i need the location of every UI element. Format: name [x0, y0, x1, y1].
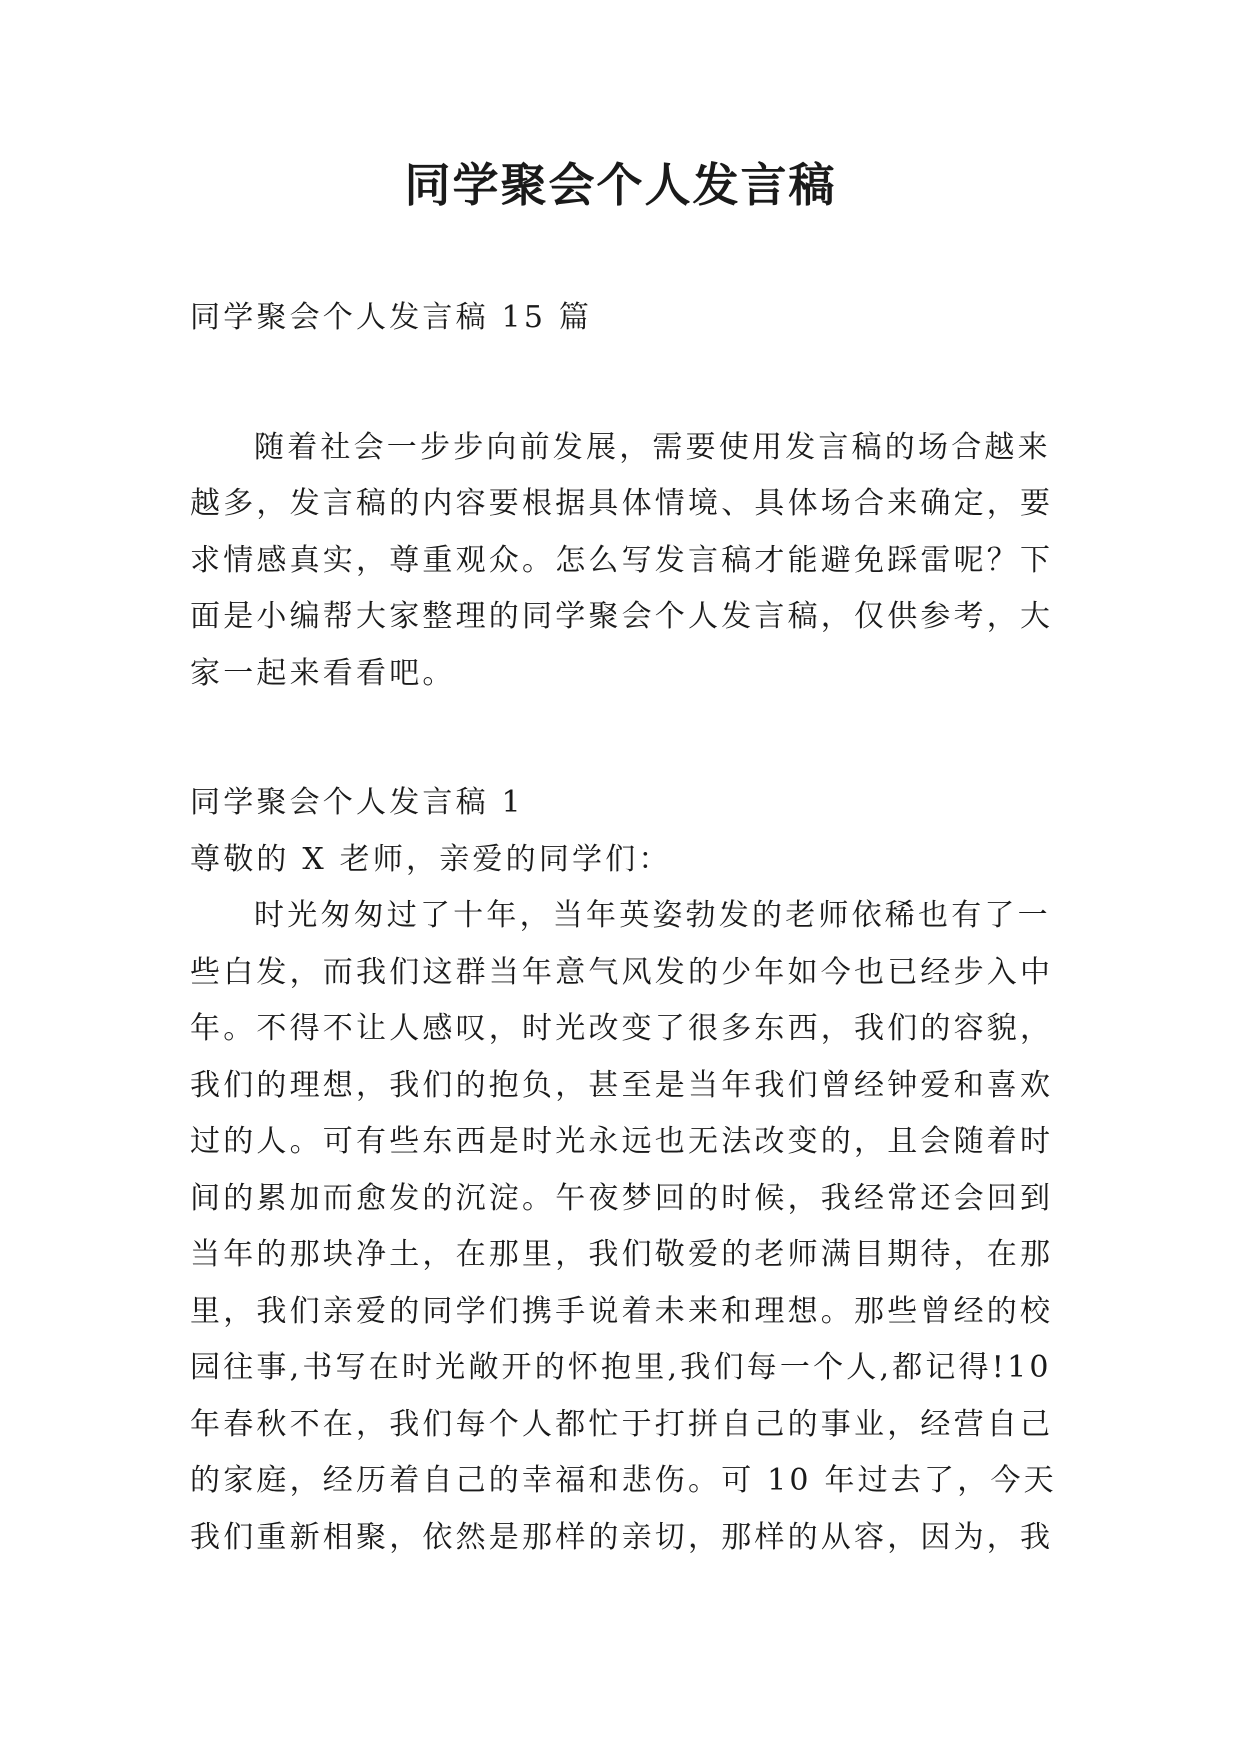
intro-line: 家一起来看看吧。 [190, 655, 456, 691]
spacer [190, 702, 1060, 775]
document-body [190, 290, 1060, 1566]
body-line: 的家庭，经历着自己的幸福和悲伤。可 10 年过去了，今天 [190, 1463, 1057, 1498]
document-title: 同学聚会个人发言稿 [404, 158, 837, 212]
intro-line: 越多，发言稿的内容要根据具体情境、具体场合来确定，要 [190, 486, 1054, 521]
body-line: 当年的那块净土，在那里，我们敬爱的老师满目期待，在那 [190, 1237, 1054, 1272]
intro-line: 随着社会一步步向前发展，需要使用发言稿的场合越来 [254, 429, 1051, 465]
body-paragraph [190, 888, 1060, 1566]
body-line: 我们的理想，我们的抱负，甚至是当年我们曾经钟爱和喜欢 [190, 1067, 1054, 1103]
body-line: 过的人。可有些东西是时光永远也无法改变的，且会随着时 [190, 1124, 1054, 1159]
intro-line: 面是小编帮大家整理的同学聚会个人发言稿，仅供参考，大 [190, 599, 1054, 634]
body-line: 时光匆匆过了十年，当年英姿勃发的老师依稀也有了一 [254, 898, 1051, 933]
salutation: 尊敬的 X 老师，亲爱的同学们： [190, 841, 672, 877]
spacer [190, 347, 1060, 420]
body-line: 年春秋不在，我们每个人都忙于打拼自己的事业，经营自己 [190, 1406, 1054, 1442]
body-line: 间的累加而愈发的沉淀。午夜梦回的时候，我经常还会回到 [190, 1180, 1054, 1216]
body-line: 里，我们亲爱的同学们携手说着未来和理想。那些曾经的校 [190, 1293, 1054, 1329]
body-line: 我们重新相聚，依然是那样的亲切，那样的从容，因为，我 [190, 1519, 1054, 1555]
section-heading: 同学聚会个人发言稿 1 [190, 785, 524, 820]
intro-paragraph [190, 420, 1060, 703]
body-line: 年。不得不让人感叹，时光改变了很多东西，我们的容貌， [190, 1011, 1054, 1046]
intro-line: 求情感真实，尊重观众。怎么写发言稿才能避免踩雷呢？下 [190, 542, 1054, 578]
body-line: 些白发，而我们这群当年意气风发的少年如今也已经步入中 [190, 954, 1054, 990]
document-subtitle: 同学聚会个人发言稿 15 篇 [190, 300, 593, 335]
body-line: 园往事,书写在时光敞开的怀抱里,我们每一个人,都记得!10 [190, 1350, 1052, 1385]
